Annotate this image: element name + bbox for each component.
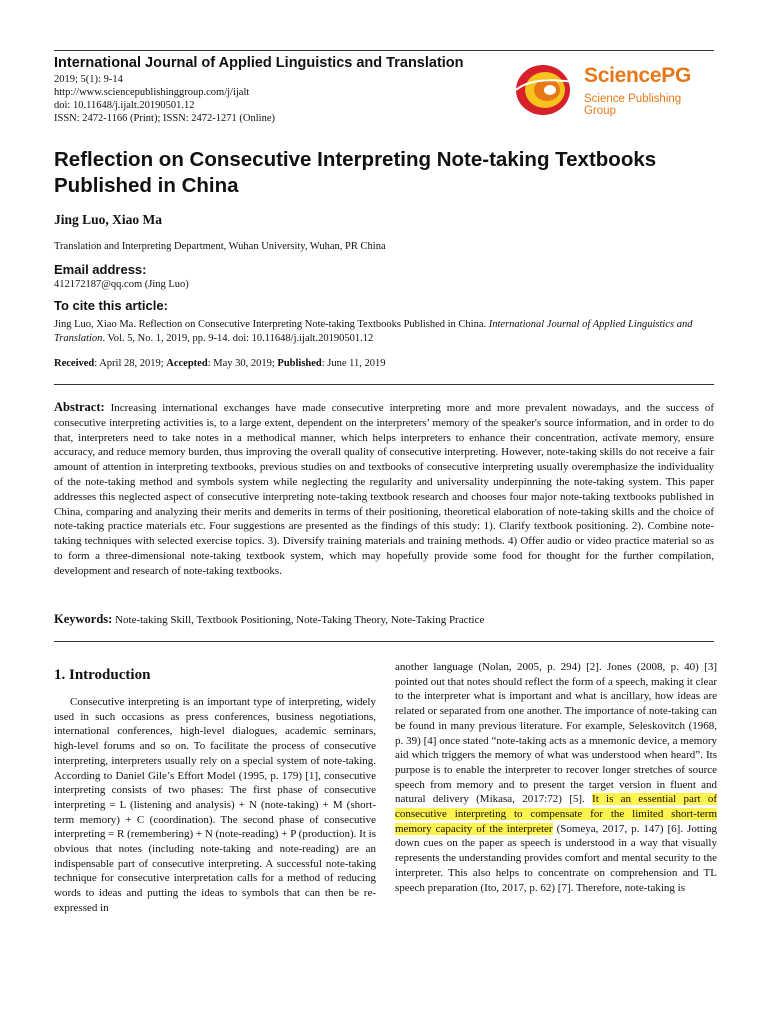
keywords <box>54 612 714 627</box>
intro-right-text-b: (Someya, 2017, p. 147) [6]. Jotting down cues on the paper as speech is understood in a way that visually represents the understanding provides comfort and mental security to the interpreter. This also helps to concentrate on comprehension and TL speech preparation (Ito, 2017, p. 62) [7]. Therefore, note-taking is <box>395 822 717 894</box>
cite-journal: International Journal of Applied Linguistics and Translation <box>54 319 693 344</box>
issn: ISSN: 2472-1166 (Print); ISSN: 2472-1271 (Online) <box>54 113 275 124</box>
published-date: : June 11, 2019 <box>321 358 386 369</box>
logo-subtitle: Science Publishing Group <box>584 93 682 117</box>
keywords-text: Note-taking Skill, Textbook Positioning, Note-Taking Theory, Note-Taking Practice <box>115 614 485 626</box>
published-label: Published <box>277 358 322 369</box>
accepted-label: Accepted <box>166 358 208 369</box>
email-value[interactable]: 412172187@qq.com (Jing Luo) <box>54 279 189 290</box>
abstract-label: Abstract: <box>54 400 105 414</box>
body-rule <box>54 641 714 642</box>
authors: Jing Luo, Xiao Ma <box>54 212 163 227</box>
highlighted-sentence: It is an essential part of consecutive interpreting to compensate for the limited short-term memory capacity of the interpreter <box>395 793 717 835</box>
article-title: Reflection on Consecutive Interpreting Note-taking Textbooks Published in China <box>54 148 657 197</box>
journal-url[interactable]: http://www.sciencepublishinggroup.com/j/ijalt <box>54 87 250 98</box>
keywords-label: Keywords: <box>54 612 113 626</box>
abstract-text: Increasing international exchanges have made consecutive interpreting more and more prevalent nowadays, and the success of consecutive interpreting activities is, to a large extent, dependent on the interpreters’ memory of the speaker's source information, and in order to do that, interpreters need to take notes in a methodical manner, which helps interpreters to enhance their concentration, activate memory, ensure accuracy, and reduce memory burden, thus improving the overall quality of consecutive interpreting. However, note-taking skills do not receive a fair amount of attention in interpreting textbooks, previous studies on and textbooks of consecutive interpreting usually overemphasize the individuality of the note-taking method and symbols system while neglecting the regularity and universality underpinning the note-taking system. This paper addresses this neglected aspect of consecutive interpreting note-taking textbook research and chooses four major note-taking textbooks published in China, comparing and analyzing their merits and demerits in terms of their positioning, theoretical elaboration of note-taking skills and the choice of note-taking practice materials etc. Four suggestions are presented as the findings of this study: 1). Clarify textbook positioning. 2). Combine note-taking techniques with selected exercise topics. 3). Diversify training materials and training methods. 4) Offer audio or video practice material so as to form a three-dimensional note-taking textbook system, which may hopefully provide some food for thought for the further compilation, development and research of note-taking textbooks. <box>54 402 715 577</box>
received-label: Received <box>54 358 95 369</box>
abstract <box>54 400 714 579</box>
email-label: Email address: <box>54 262 147 277</box>
intro-right-column <box>395 660 717 895</box>
dates <box>54 357 716 371</box>
logo-name: SciencePG <box>584 64 692 87</box>
publisher-logo <box>512 60 712 118</box>
section-heading-introduction: 1. Introduction <box>54 667 151 683</box>
received-date: : April 28, 2019; <box>94 358 167 369</box>
cite-plain: Jing Luo, Xiao Ma. Reflection on Consecutive Interpreting Note-taking Textbooks Published in China. <box>54 319 487 330</box>
abstract-rule <box>54 384 714 385</box>
cite-label: To cite this article: <box>54 298 168 313</box>
cite-rest: . Vol. 5, No. 1, 2019, pp. 9-14. doi: 10.11648/j.ijalt.20190501.12 <box>102 332 374 344</box>
intro-right-text-a: another language (Nolan, 2005, p. 294) [2]. Jones (2008, p. 40) [3] pointed out that notes should reflect the form of a speech, making it clear to the interpreter what is important and what is ancillary, how ideas are related or separated from one another. The importance of note-taking can be found in many previous literature. For example, Seleskovitch (1968, p. 39) [4] once stated “note-taking acts as a mnemonic device, a memory aid which triggers the memory of what was understood when heard”. Its purpose is to enable the interpreter to recover longer stretches of source speech from memory and to present the target version in fluent and natural delivery (Mikasa, 2017:72) [5]. <box>395 661 717 806</box>
top-rule <box>54 50 714 51</box>
intro-left-column: Consecutive interpreting is an important type of interpreting, widely used in such occasions as press conferences, business negotiations, international conferences, high-level dialogues, academic seminars, high-level forums and so on. To facilitate the process of consecutive interpreting, interpreters usually rely on a special system of note-taking. According to Daniel Gile’s Effort Model (1995, p. 179) [1], consecutive interpreting consists of two phases: The first phase of consecutive interpreting = L (listening and analysis) + N (note-taking) + M (short-term memory) + C (coordination). The second phase of consecutive interpreting = R (remembering) + N (note-reading) + P (production). It is obvious that notes (including note-taking and note-reading) are an indispensable part of consecutive interpreting. A successful note-taking technique for consecutive interpretation calls for a method of reducing words to ideas and putting the ideas to symbols that can then be re-expressed in <box>54 696 376 914</box>
accepted-date: : May 30, 2019; <box>207 358 278 369</box>
journal-doi: doi: 10.11648/j.ijalt.20190501.12 <box>54 100 195 111</box>
affiliation: Translation and Interpreting Department, Wuhan University, Wuhan, PR China <box>54 241 386 252</box>
issue-info: 2019; 5(1): 9-14 <box>54 74 123 85</box>
citation <box>54 318 716 345</box>
sciencepg-swirl-logo-icon <box>512 60 578 118</box>
journal-title: International Journal of Applied Linguistics and Translation <box>54 55 464 71</box>
